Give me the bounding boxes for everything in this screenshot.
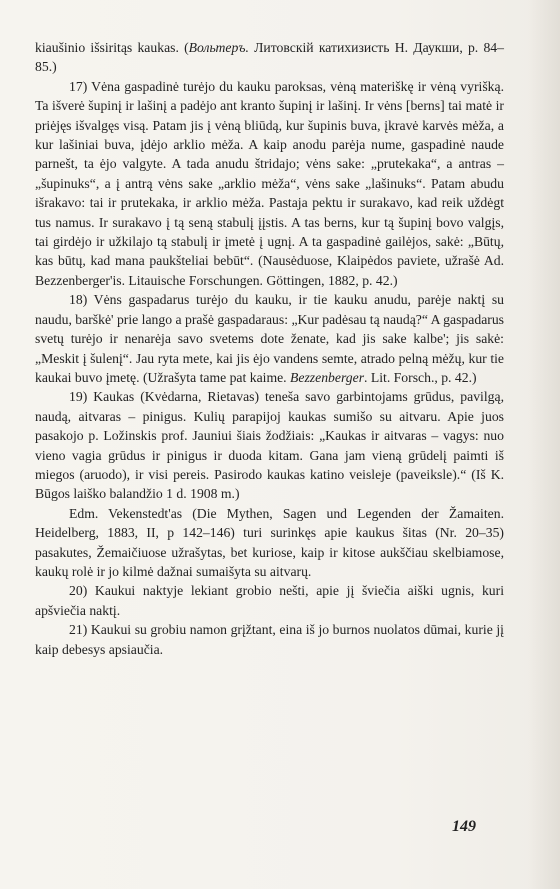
- paragraph: 20) Kaukui naktyje lekiant grobio nešti, apie jį šviečia aiški ugnis, kuri apšviečia naktį.: [35, 583, 504, 618]
- page-edge-shadow: [528, 0, 560, 889]
- paragraph: Edm. Vekenstedt'as (Die Mythen, Sagen und Legenden der Žamaiten. Heidelberg, 1883, II, p 142–146) turi surinkęs apie kaukus šitas (Nr. 20–35) pasakutes, Žemaičiuose užrašytas, bet kuriose, kaip ir kitose aukščiau skelbiamose, kaukų rolė ir jo kilmė dažnai sumaišyta su aitvarų.: [35, 505, 504, 579]
- paragraph: 17) Vėna gaspadinė turėjo du kauku paroksas, vėną materiškę ir vėną vyrišką. Ta išverė šupinį ir lašinį a padėjo ant kranto šupinį ir lašinį. Ir vėns [berns] tai matė ir priėjęs išvalgęs visą. Patam jis į vėną bliūdą, kur šupinis buva, įkravė karvės mėža, a kur lašiniai buva, įdėjo arklio mėža. A kaip anodu parėja nume, gaspadinė naude parnešt, ta ėjo valgyte. A tada anudu štridajo; vėns sake: „prutekaka“, a antras –„šupinuks“, a į antrą vėns sake „arklio mėža“, vėns sake „lašinuks“. Patam abudu išrakavo: tai ir prutekaka, ir arklio mėža. Pastaja pektu ir surakavo, kad reik uždėgt tus namus. Ir surakavo į tą seną stabulį įįstis. A tas berns, kur tą šupinį bovo valgįs, tai girdėjo ir užkilajo tą stabulį ir įmetė į ugnį. A ta gaspadinė gailėjos, sakė: „Būtų, kas būtų, kad mana paukšteliai bebūt“. (Nausėduose, Klaipėdos paviete, užrašė Ad. Bezzenberger'is. Litauische Forschungen. Göttingen, 1882, p. 42.): [35, 78, 504, 288]
- paragraph: 19) Kaukas (Kvėdarna, Rietavas) teneša savo garbintojams grūdus, pavilgą, naudą, aitvaras – pinigus. Kulių parapijoj kaukas sumišo su aitvaru. Apie juos pasakojo p. Ložinskis prof. Jauniui šiais žodžiais: „Kaukas ir aitvaras – vagys: nuo vieno vagia grūdus ir pinigus ir duoda kitam. Gana jam vieną grūdelį paimti iš miegos (aruodo), ir visi pereis. Pasirodo kaukas katino veisleje (paveiksle).“ (Iš K. Būgos laiško balandžio 1 d. 1908 m.): [35, 389, 504, 502]
- paragraph: 21) Kaukui su grobiu namon grįžtant, eina iš jo burnos nuolatos dūmai, kurie jį kaip debesys apsiaučia.: [35, 622, 504, 657]
- page-number: 149: [452, 818, 476, 835]
- page-text: [35, 38, 504, 659]
- paragraph: 18) Vėns gaspadarus turėjo du kauku, ir tie kauku anudu, parėje naktį su naudu, barškė' prie lango a prašė gaspadaraus: „Kur padėsau tą naudą?“ A gaspadarus svetų turėjo ir nenarėja savo svetems dote ženate, kad jis sake kalbe'; jis sakė: „Meskit į šulenį“. Jau ryta mete, kai jis ėjo vandens semte, atrado pelną mėžų, kur tie kaukai buvo įmetę. (Užrašyta tame pat kaime. Bezzenberger. Lit. Forsch., p. 42.): [35, 292, 504, 385]
- paragraph: kiaušinio išsiritąs kaukas. (Вольтеръ. Литовскiй катихизисть Н. Даукши, p. 84–85.): [35, 40, 504, 75]
